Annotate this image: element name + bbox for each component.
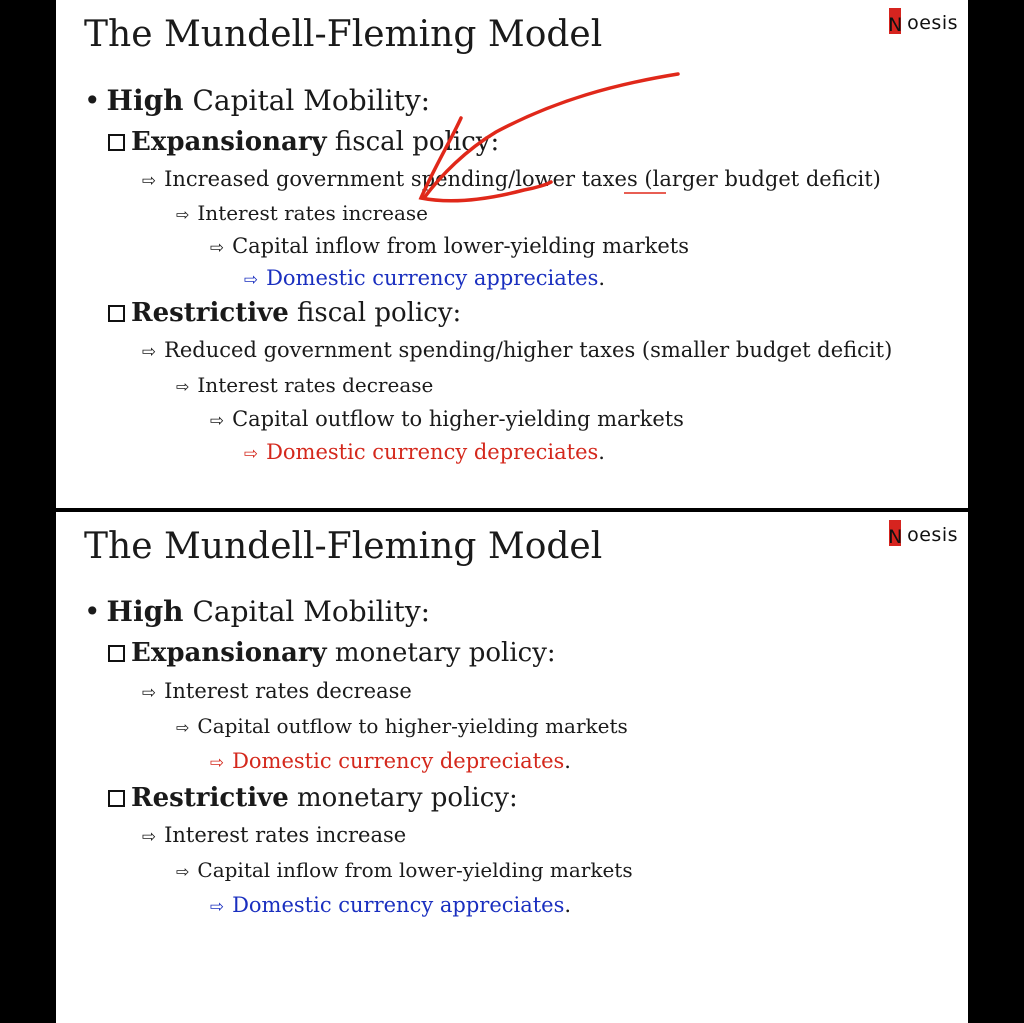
arrow-icon: ⇨ — [142, 682, 157, 702]
noesis-logo: N oesis — [889, 8, 958, 34]
list-item: ⇨ Capital inflow from lower-yielding markets — [210, 234, 690, 258]
arrow-icon: ⇨ — [142, 170, 157, 190]
heading-capital-mobility: • High Capital Mobility: — [84, 84, 431, 117]
result-appreciates: ⇨ Domestic currency appreciates. — [244, 266, 606, 290]
arrow-icon: ⇨ — [176, 377, 190, 396]
slide-title: The Mundell-Fleming Model — [84, 14, 603, 55]
block-restrictive-fiscal: Restrictive fiscal policy: — [108, 298, 461, 328]
list-item: ⇨ Increased government spending/lower taxes (larger budget deficit) — [142, 167, 881, 191]
checkbox-icon — [108, 305, 125, 322]
arrow-icon: ⇨ — [210, 752, 225, 772]
arrow-icon: ⇨ — [142, 826, 157, 846]
arrow-icon: ⇨ — [176, 205, 190, 224]
noesis-logo: N oesis — [889, 520, 958, 546]
list-item: ⇨ Interest rates decrease — [176, 373, 434, 397]
slide-fiscal-policy — [56, 0, 968, 508]
result-depreciates: ⇨ Domestic currency depreciates. — [210, 749, 571, 773]
arrow-icon: ⇨ — [176, 862, 190, 881]
result-appreciates: ⇨ Domestic currency appreciates. — [210, 893, 572, 917]
block-restrictive-monetary: Restrictive monetary policy: — [108, 783, 518, 813]
list-item: ⇨ Capital inflow from lower-yielding markets — [176, 858, 633, 882]
list-item: ⇨ Interest rates increase — [142, 823, 407, 847]
arrow-icon: ⇨ — [210, 410, 225, 430]
block-expansionary-monetary: Expansionary monetary policy: — [108, 638, 556, 668]
checkbox-icon — [108, 645, 125, 662]
arrow-icon: ⇨ — [244, 443, 259, 463]
logo-red-block: N — [889, 520, 901, 546]
heading-capital-mobility: • High Capital Mobility: — [84, 595, 431, 628]
list-item: ⇨ Reduced government spending/higher taxes (smaller budget deficit) — [142, 338, 893, 362]
result-depreciates: ⇨ Domestic currency depreciates. — [244, 440, 605, 464]
arrow-icon: ⇨ — [244, 269, 259, 289]
slide-title: The Mundell-Fleming Model — [84, 526, 603, 567]
slide-monetary-policy — [56, 512, 968, 1023]
arrow-icon: ⇨ — [210, 237, 225, 257]
list-item: ⇨ Interest rates decrease — [142, 679, 412, 703]
arrow-icon: ⇨ — [176, 718, 190, 737]
logo-red-block: N — [889, 8, 901, 34]
arrow-icon: ⇨ — [210, 896, 225, 916]
list-item: ⇨ Interest rates increase — [176, 201, 428, 225]
list-item: ⇨ Capital outflow to higher-yielding markets — [210, 407, 684, 431]
arrow-icon: ⇨ — [142, 341, 157, 361]
checkbox-icon — [108, 134, 125, 151]
block-expansionary-fiscal: Expansionary fiscal policy: — [108, 127, 499, 157]
checkbox-icon — [108, 790, 125, 807]
list-item: ⇨ Capital outflow to higher-yielding markets — [176, 714, 628, 738]
